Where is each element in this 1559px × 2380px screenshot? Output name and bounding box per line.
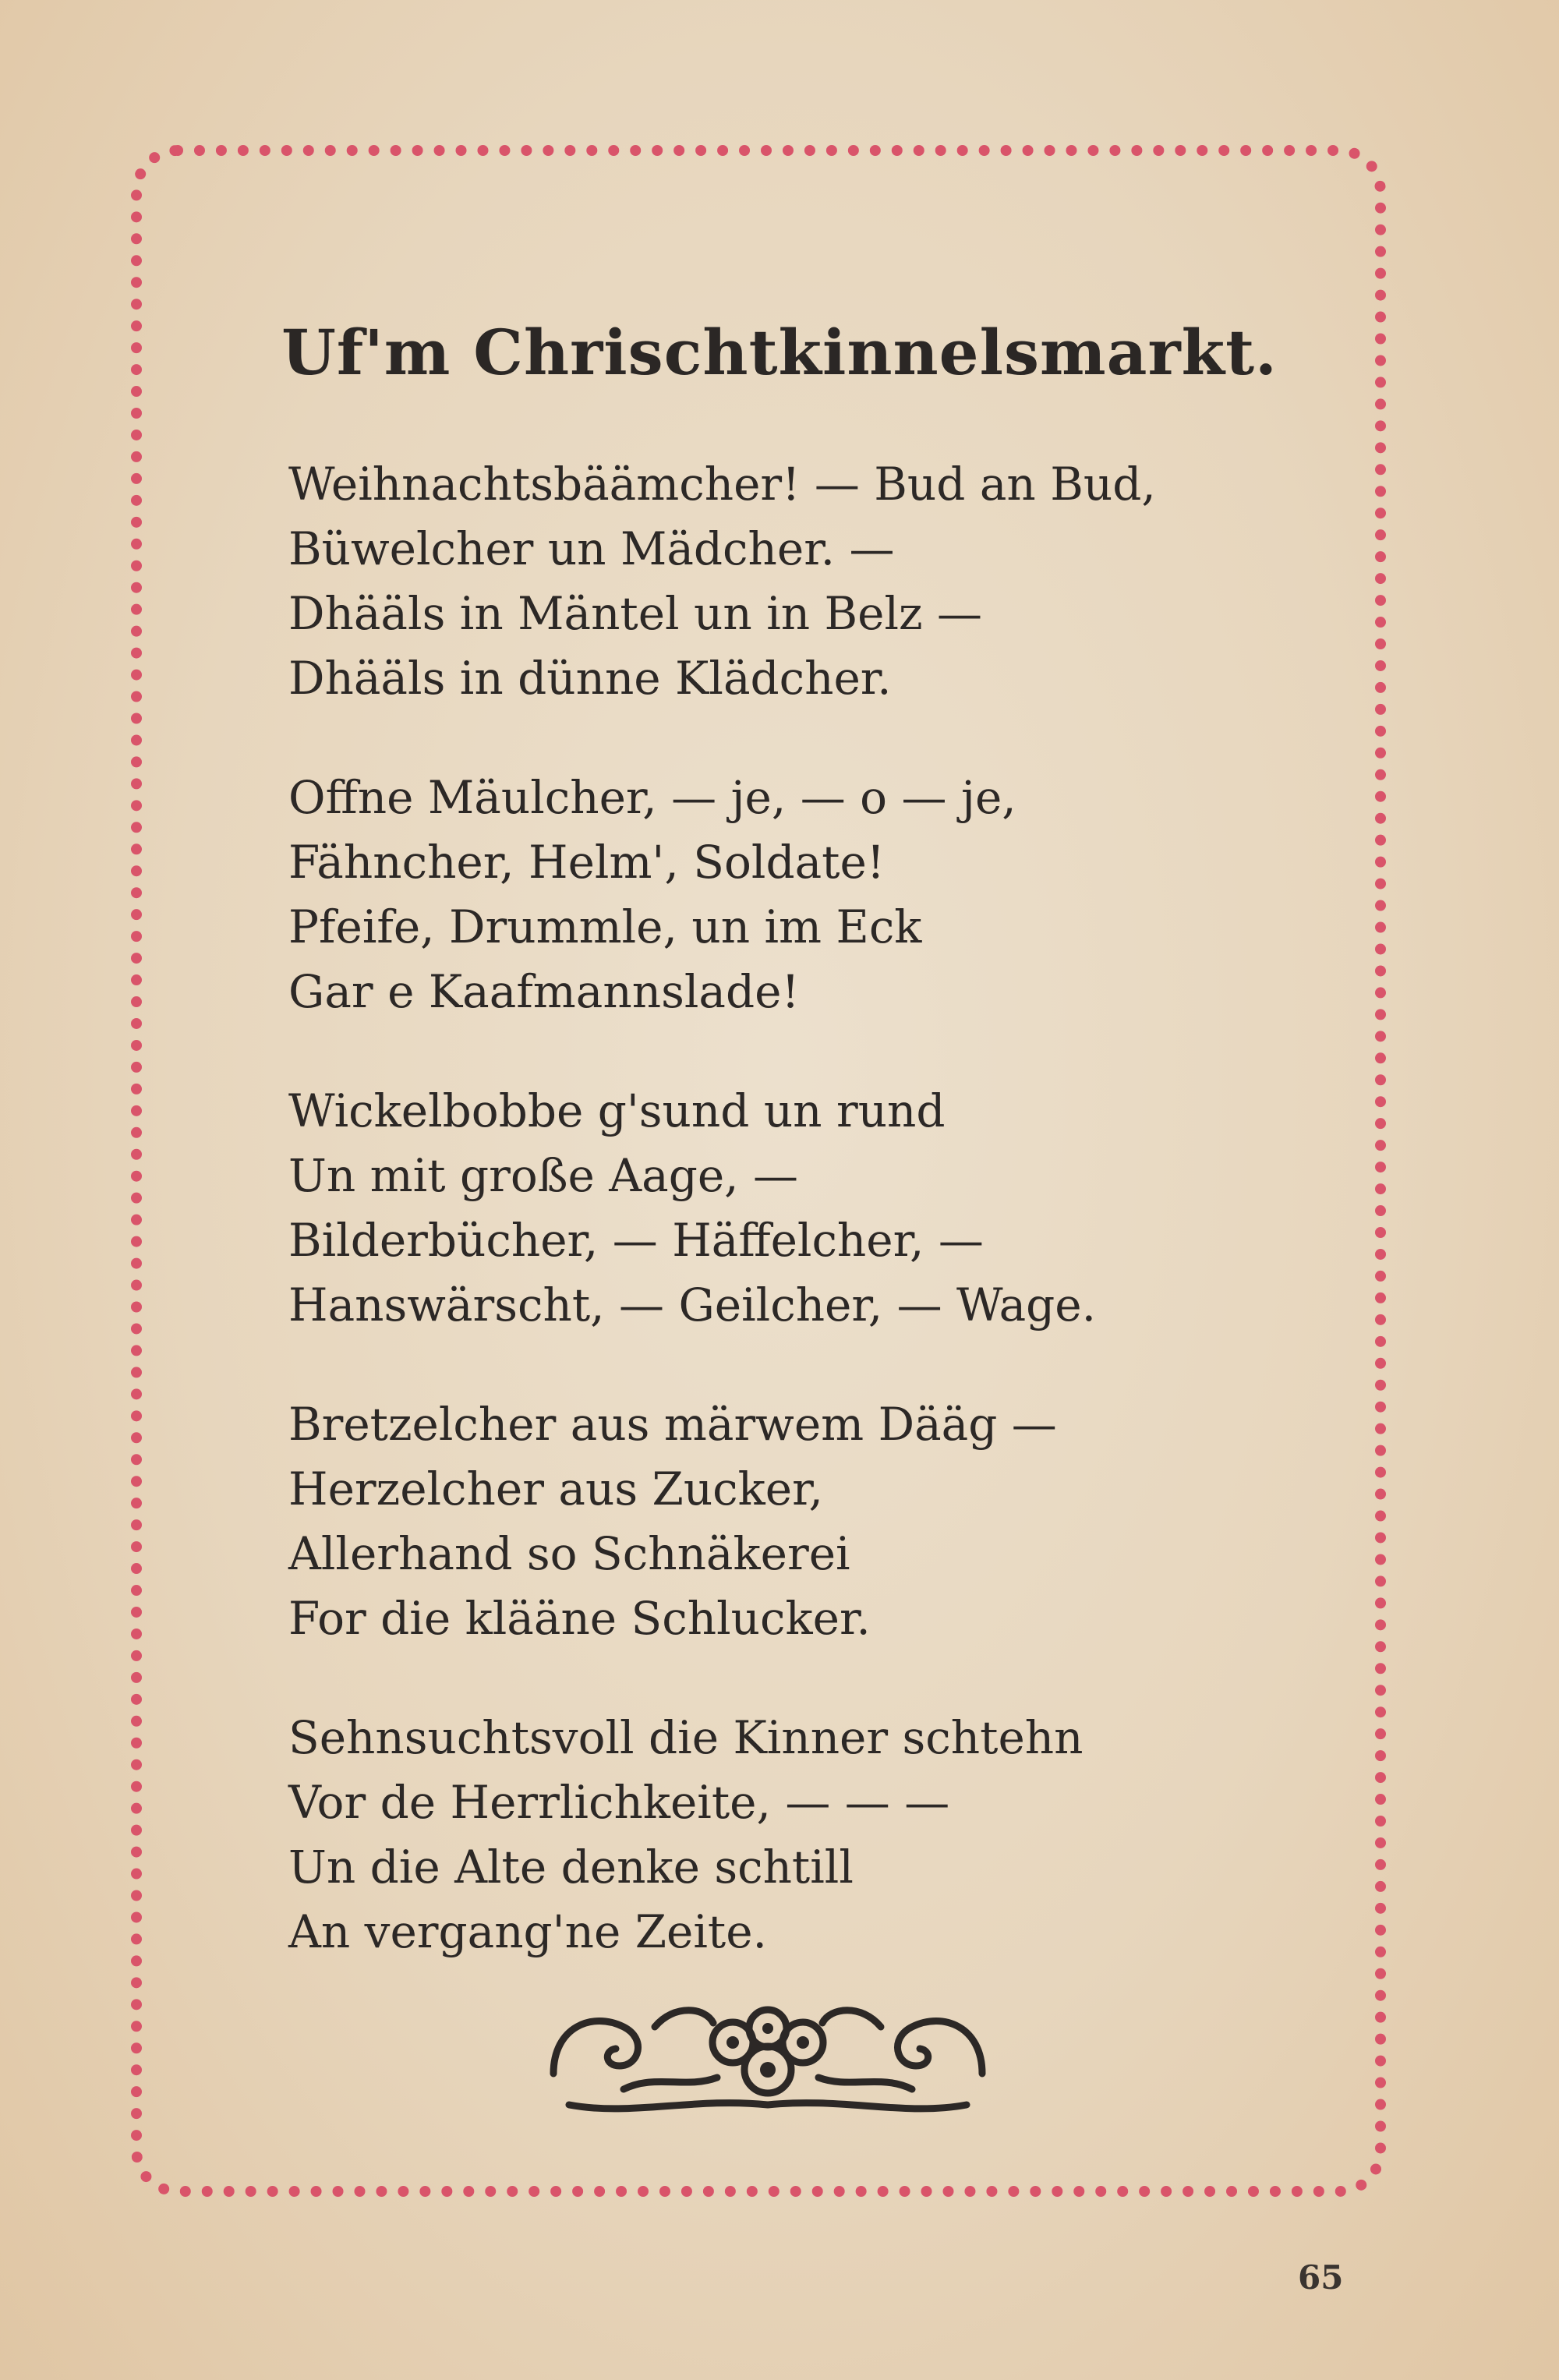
poem-line: Bretzelcher aus märwem Dääg —	[288, 1398, 1057, 1451]
poem-line: Sehnsuchtsvoll die Kinner schtehn	[288, 1711, 1084, 1764]
stanza	[288, 452, 1156, 711]
poem-line: Büwelcher un Mädcher. —	[288, 522, 895, 575]
poem-line: Fähncher, Helm', Soldate!	[288, 836, 886, 889]
poem-line: Pfeife, Drummle, un im Eck	[288, 900, 922, 953]
stanza	[288, 1392, 1156, 1651]
poem-line: Offne Mäulcher, — je, — o — je,	[288, 771, 1016, 824]
poem-line: Gar e Kaafmannslade!	[288, 965, 800, 1018]
poem-line: Wickelbobbe g'sund un rund	[288, 1084, 946, 1137]
page-number: 65	[1298, 2258, 1344, 2297]
poem-body	[288, 452, 1156, 2019]
poem-line: Herzelcher aus Zucker,	[288, 1462, 823, 1515]
poem-line: An vergang'ne Zeite.	[288, 1905, 767, 1958]
poem-line: Un die Alte denke schtill	[288, 1841, 854, 1894]
stanza	[288, 1706, 1156, 1964]
poem-line: Un mit große Aage, —	[288, 1149, 799, 1202]
poem-title: Uf'm Chrischtkinnelsmarkt.	[281, 316, 1278, 389]
poem-line: Hanswärscht, — Geilcher, — Wage.	[288, 1278, 1097, 1331]
poem-line: For die klääne Schlucker.	[288, 1592, 871, 1645]
poem-line: Dhääls in dünne Klädcher.	[288, 652, 892, 705]
poem-line: Allerhand so Schnäkerei	[288, 1527, 850, 1580]
poem-line: Weihnachtsbäämcher! — Bud an Bud,	[288, 458, 1156, 511]
stanza	[288, 766, 1156, 1024]
floral-ornament-icon	[538, 1980, 998, 2128]
poem-line: Bilderbücher, — Häffelcher, —	[288, 1214, 984, 1267]
stanza	[288, 1079, 1156, 1338]
poem-line: Vor de Herrlichkeite, — — —	[288, 1776, 950, 1829]
poem-line: Dhääls in Mäntel un in Belz —	[288, 587, 983, 640]
